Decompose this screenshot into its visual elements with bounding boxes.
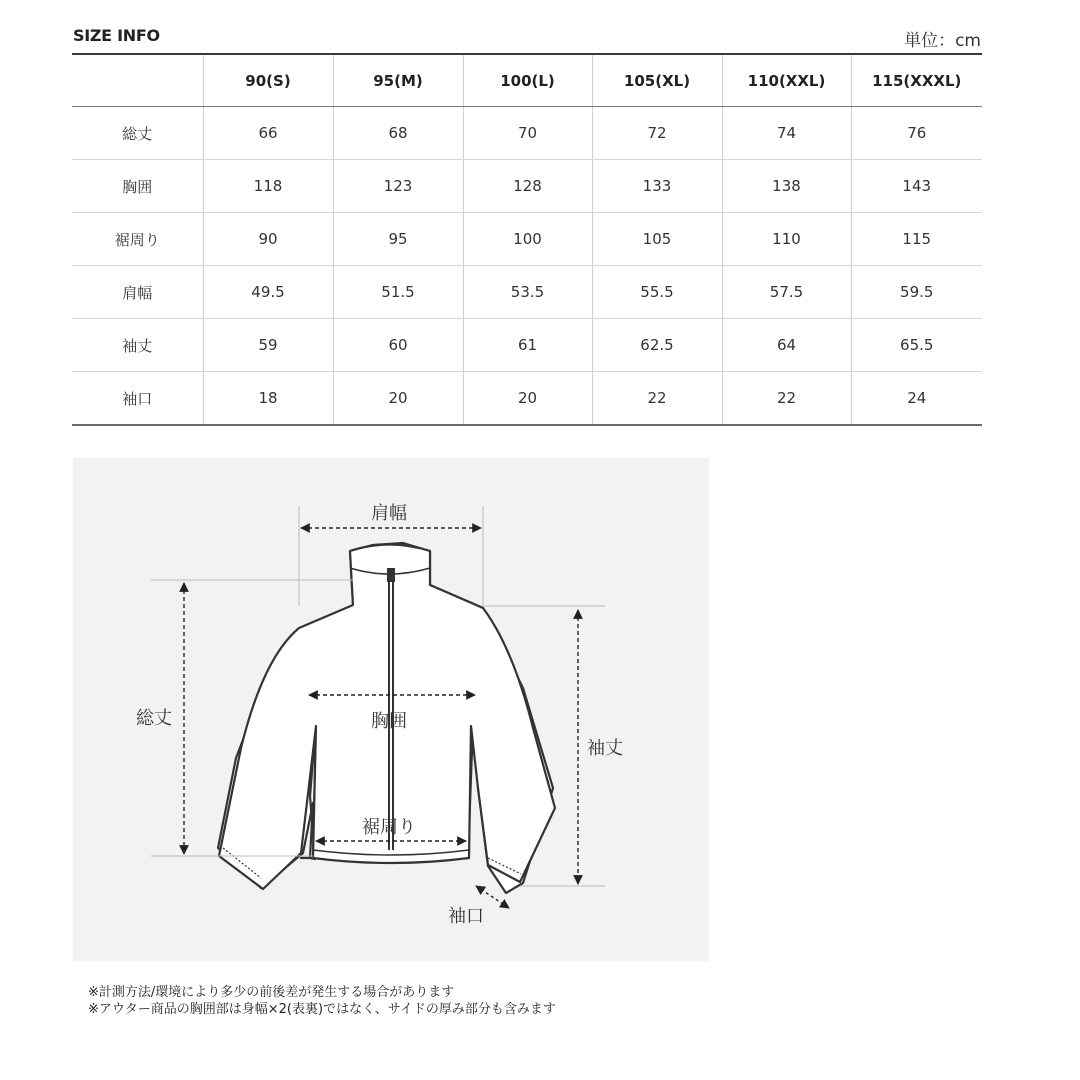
table-cell: 100 — [463, 213, 592, 266]
table-cell: 143 — [851, 160, 982, 213]
size-table — [72, 53, 982, 426]
shoulder-label: 肩幅 — [371, 503, 407, 524]
table-cell: 138 — [722, 160, 851, 213]
table-cell: 66 — [203, 107, 333, 160]
row-label: 袖丈 — [72, 319, 203, 372]
table-row — [72, 160, 982, 213]
note-line: ※計測方法/環境により多少の前後差が発生する場合があります — [88, 985, 455, 1000]
table-cell: 60 — [333, 319, 463, 372]
table-row — [72, 372, 982, 426]
table-cell: 64 — [722, 319, 851, 372]
table-cell: 68 — [333, 107, 463, 160]
table-cell: 105 — [592, 213, 722, 266]
row-label: 総丈 — [72, 107, 203, 160]
table-cell: 133 — [592, 160, 722, 213]
table-cell: 55.5 — [592, 266, 722, 319]
header-corner-cell — [72, 54, 203, 107]
table-row — [72, 107, 982, 160]
table-cell: 74 — [722, 107, 851, 160]
column-header: 95(M) — [333, 54, 463, 107]
table-cell: 65.5 — [851, 319, 982, 372]
table-cell: 123 — [333, 160, 463, 213]
column-header: 110(XXL) — [722, 54, 851, 107]
table-cell: 51.5 — [333, 266, 463, 319]
table-row — [72, 213, 982, 266]
length-label: 総丈 — [136, 708, 172, 729]
table-cell: 118 — [203, 160, 333, 213]
sleeve-length-label: 袖丈 — [587, 738, 623, 759]
table-cell: 22 — [722, 372, 851, 426]
table-cell: 70 — [463, 107, 592, 160]
column-header: 90(S) — [203, 54, 333, 107]
table-cell: 95 — [333, 213, 463, 266]
page-title: SIZE INFO — [73, 26, 160, 45]
table-cell: 110 — [722, 213, 851, 266]
table-cell: 90 — [203, 213, 333, 266]
column-header: 105(XL) — [592, 54, 722, 107]
column-header: 100(L) — [463, 54, 592, 107]
table-cell: 18 — [203, 372, 333, 426]
row-label: 袖口 — [72, 372, 203, 426]
table-cell: 62.5 — [592, 319, 722, 372]
table-header-row — [72, 54, 982, 107]
table-cell: 76 — [851, 107, 982, 160]
table-cell: 61 — [463, 319, 592, 372]
table-cell: 72 — [592, 107, 722, 160]
header — [73, 24, 981, 50]
table-cell: 59 — [203, 319, 333, 372]
measurement-diagram — [73, 458, 709, 961]
column-header: 115(XXXL) — [851, 54, 982, 107]
hem-label: 裾周り — [362, 817, 416, 838]
notes — [88, 984, 788, 1018]
row-label: 肩幅 — [72, 266, 203, 319]
table-cell: 115 — [851, 213, 982, 266]
note-line: ※アウター商品の胸囲部は身幅×2(表裏)ではなく、サイドの厚み部分も含みます — [88, 1002, 556, 1017]
table-cell: 20 — [333, 372, 463, 426]
table-cell: 59.5 — [851, 266, 982, 319]
unit-label: 単位：cm — [904, 31, 981, 51]
table-cell: 57.5 — [722, 266, 851, 319]
table-cell: 20 — [463, 372, 592, 426]
table-cell: 24 — [851, 372, 982, 426]
cuff-label: 袖口 — [448, 906, 484, 927]
chest-label: 胸囲 — [371, 711, 407, 732]
table-cell: 22 — [592, 372, 722, 426]
table-cell: 128 — [463, 160, 592, 213]
table-row — [72, 266, 982, 319]
row-label: 裾周り — [72, 213, 203, 266]
table-row — [72, 319, 982, 372]
row-label: 胸囲 — [72, 160, 203, 213]
table-cell: 53.5 — [463, 266, 592, 319]
table-cell: 49.5 — [203, 266, 333, 319]
